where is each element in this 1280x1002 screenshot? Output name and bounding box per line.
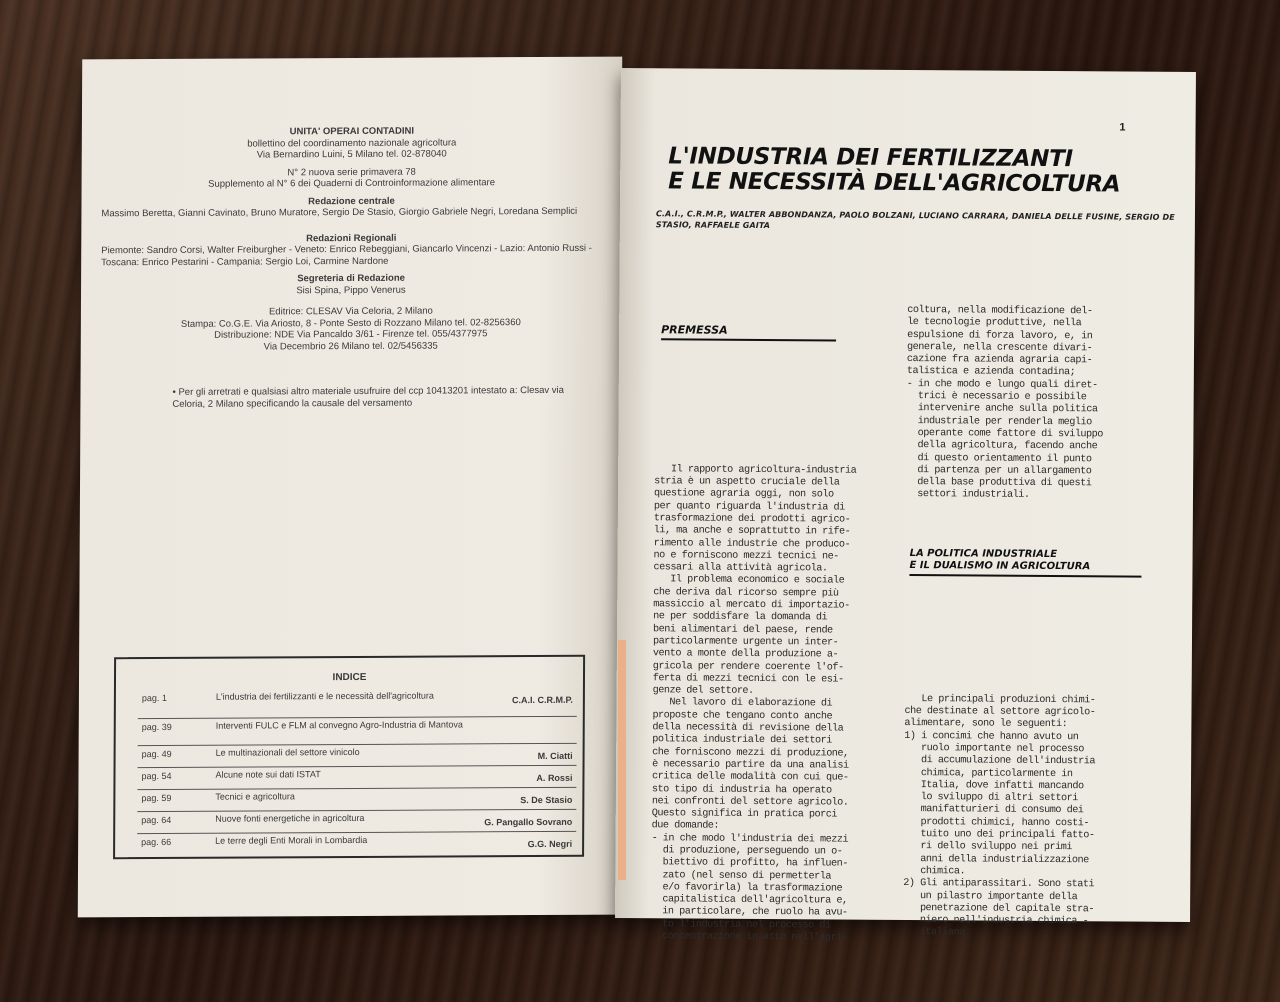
page-number: 1 [1119,121,1126,134]
redazione-centrale-label: Redazione centrale [308,195,395,207]
title-line-2: E LE NECESSITÀ DELL'AGRICOLTURA [668,168,1121,198]
toc-title: Le multinazionali del settore vinicolo [215,746,360,758]
politica-heading-line-1: LA POLITICA INDUSTRIALE [909,548,1058,561]
column-left-text: Il rapporto agricoltura-industria stria è un aspetto cruciale della questione agraria oggi, non solo per quanto riguarda l'industria di trasformazione dei prodotti agrico- li, ma anche e soprattutto in rife- rimento alle industrie che produco- no e forniscono mezzi tecnici ne- cessari alla attività agricola. Il problema economico e sociale che deriva dal ricorso sempre più massiccio al mercato di importazio- ne per soddisfare la domanda di beni alimentari del paese, rende particolarmente urgente un inter- vento a monte della produzione a- gricola per rendere coerente l'of- ferta di mezzi tecnici con le esi- genze del settore. Nel lavoro di elaborazione di proposte che tengano conto anche della necessità di revisione della politica industriale dei settori che forniscono mezzi di produzione, è necessario partire da una analisi critica delle modalità con cui que- sto tipo di industria ha operato nei confronti del settore agricolo. Questo significa in pratica porci due domande: - in che modo l'industria dei mezzi di produzione, perseguendo un o- biettivo di profitto, ha influen- zato (nel senso di permetterla e/o favorirla) la trasformazione capitalistica dell'agricoltura e, in particolare, che ruolo ha avu- to l'industria nel processo di concentrazione in atto nell'agri- [650,390,857,944]
table-row [137,809,576,833]
toc-pg: pag. 66 [141,836,172,848]
premessa-heading: PREMESSA [661,323,836,341]
toc-title: L'industria dei fertilizzanti e le necessità dell'agricoltura [215,690,434,702]
toc-title: Nuove fonti energetiche in agricoltura [215,812,365,824]
table-row [137,765,576,789]
toc-author: G.G. Negri [527,838,573,850]
right-page [615,68,1196,944]
article-authors: C.A.I., C.R.M.P., WALTER ABBONDANZA, PAOLO BOLZANI, LUCIANO CARRARA, DANIELA DELLE FUSINE, SERGIO DE STASIO, RAFFAELE GAITA [655,209,1175,231]
redazione-centrale: Massimo Beretta, Gianni Cavinato, Bruno Muratore, Sergio De Stasio, Giorgio Gabriele Negri, Loredana Semplici [101,205,578,220]
masthead-line: bollettino del coordinamento nazionale agricoltura [247,136,457,150]
column-right-bottom-text: Le principali produzioni chimi- che destinate al settore agricolo- alimentare, sono le seguenti: 1) i concimi che hanno avuto un ruolo importante nel processo di accumulazione dell'industria chimica, particolarmente in Italia, dove infatti mancando lo sviluppo di altri settori manifatturieri di consumo dei prodotti chimici, hanno costi- tuito uno dei principali fatto- ri dello sviluppo nei primi anni della industrializzazione chimica. 2) Gli antiparassitari. Sono stati un pilastro importante della penetrazione del capitale stra- niero nell'industria chimica - italiana. [902,620,1096,939]
indice-title: INDICE [332,671,367,684]
toc-pg: pag. 59 [141,792,172,804]
distribuzione-2: Via Decembrio 26 Milano tel. 02/5456335 [263,340,438,352]
stampa: Stampa: Co.G.E. Via Ariosto, 8 - Ponte Sesto di Rozzano Milano tel. 02-8256360 [180,316,521,330]
column-right-top-text: coltura, nella modificazione del- le tecnologie produttive, nella espulsione di forza lavoro, e, in generale, nella crescente divari- cazione fra azienda agraria capi- talistica e azienda contadina; - in che modo e lungo quali diret- trici è necessario e possibile intervenire anche sulla politica industriale per renderla meglio operante come fattore di sviluppo della agricoltura, facendo anche di questo orientamento il punto di partenza per un allargamento della base produttiva di questi settori industriali. [905,305,1103,502]
cover-edge [618,640,626,880]
toc-pg: pag. 64 [141,814,172,826]
segreteria: Sisi Spina, Pippo Venerus [296,284,406,296]
masthead [101,125,602,354]
toc-pg: pag. 39 [141,721,172,733]
toc-author: A. Rossi [536,772,573,784]
publication-name: UNITA' OPERAI CONTADINI [289,125,415,138]
toc-title: Tecnici e agricoltura [215,791,295,802]
table-row [137,831,576,855]
toc-pg: pag. 1 [141,692,167,704]
subscription-note: • Per gli arretrati e qualsiasi altro materiale usufruire del ccp 10413201 intestato a: Clesav via Celoria, 2 Milano specificando la causale del versamento [172,384,564,410]
masthead-line: Supplemento al N° 6 dei Quaderni di Controinformazione alimentare [208,177,496,190]
table-row [138,716,577,745]
toc-title: Alcune note sui dati ISTAT [215,769,321,780]
toc-author: S. De Stasio [520,794,573,806]
table-row [138,688,577,718]
article-title [668,144,1168,197]
masthead-line: N° 2 nuova serie primavera 78 [287,166,416,178]
redazioni-regionali-label: Redazioni Regionali [306,232,397,244]
table-row [138,743,577,767]
distribuzione: Distribuzione: NDE Via Pancaldo 3/61 - Firenze tel. 055/4377975 [214,328,488,341]
redazioni-regionali: Piemonte: Sandro Corsi, Walter Freiburgher - Veneto: Enrico Rebeggiani, Giancarlo Vincenzi - Lazio: Antonio Russi - Toscana: Enrico Pestarini - Campania: Sergio Loi, Carmine Nardone [101,242,592,268]
toc-author: M. Ciatti [537,750,573,762]
politica-heading-line-2: E IL DUALISMO IN AGRICOLTURA [909,560,1091,573]
editrice: Editrice: CLESAV Via Celoria, 2 Milano [268,305,433,318]
toc-title: Interventi FULC e FLM al convegno Agro-Industria di Mantova [215,719,463,731]
toc-author: C.A.I. C.R.M.P. [512,694,573,706]
toc-author: G. Pangallo Sovrano [484,816,573,828]
masthead-line: Via Bernardino Luini, 5 Milano tel. 02-878040 [256,148,447,161]
toc-pg: pag. 54 [141,770,172,782]
politica-heading [909,548,1141,578]
title-line-1: L'INDUSTRIA DEI FERTILIZZANTI [668,143,1073,173]
table-row [137,787,576,811]
toc-pg: pag. 49 [141,748,172,760]
table-of-contents [113,655,585,859]
toc-title: Le terre degli Enti Morali in Lombardia [215,834,368,846]
left-page [78,57,622,918]
segreteria-label: Segreteria di Redazione [297,272,405,285]
